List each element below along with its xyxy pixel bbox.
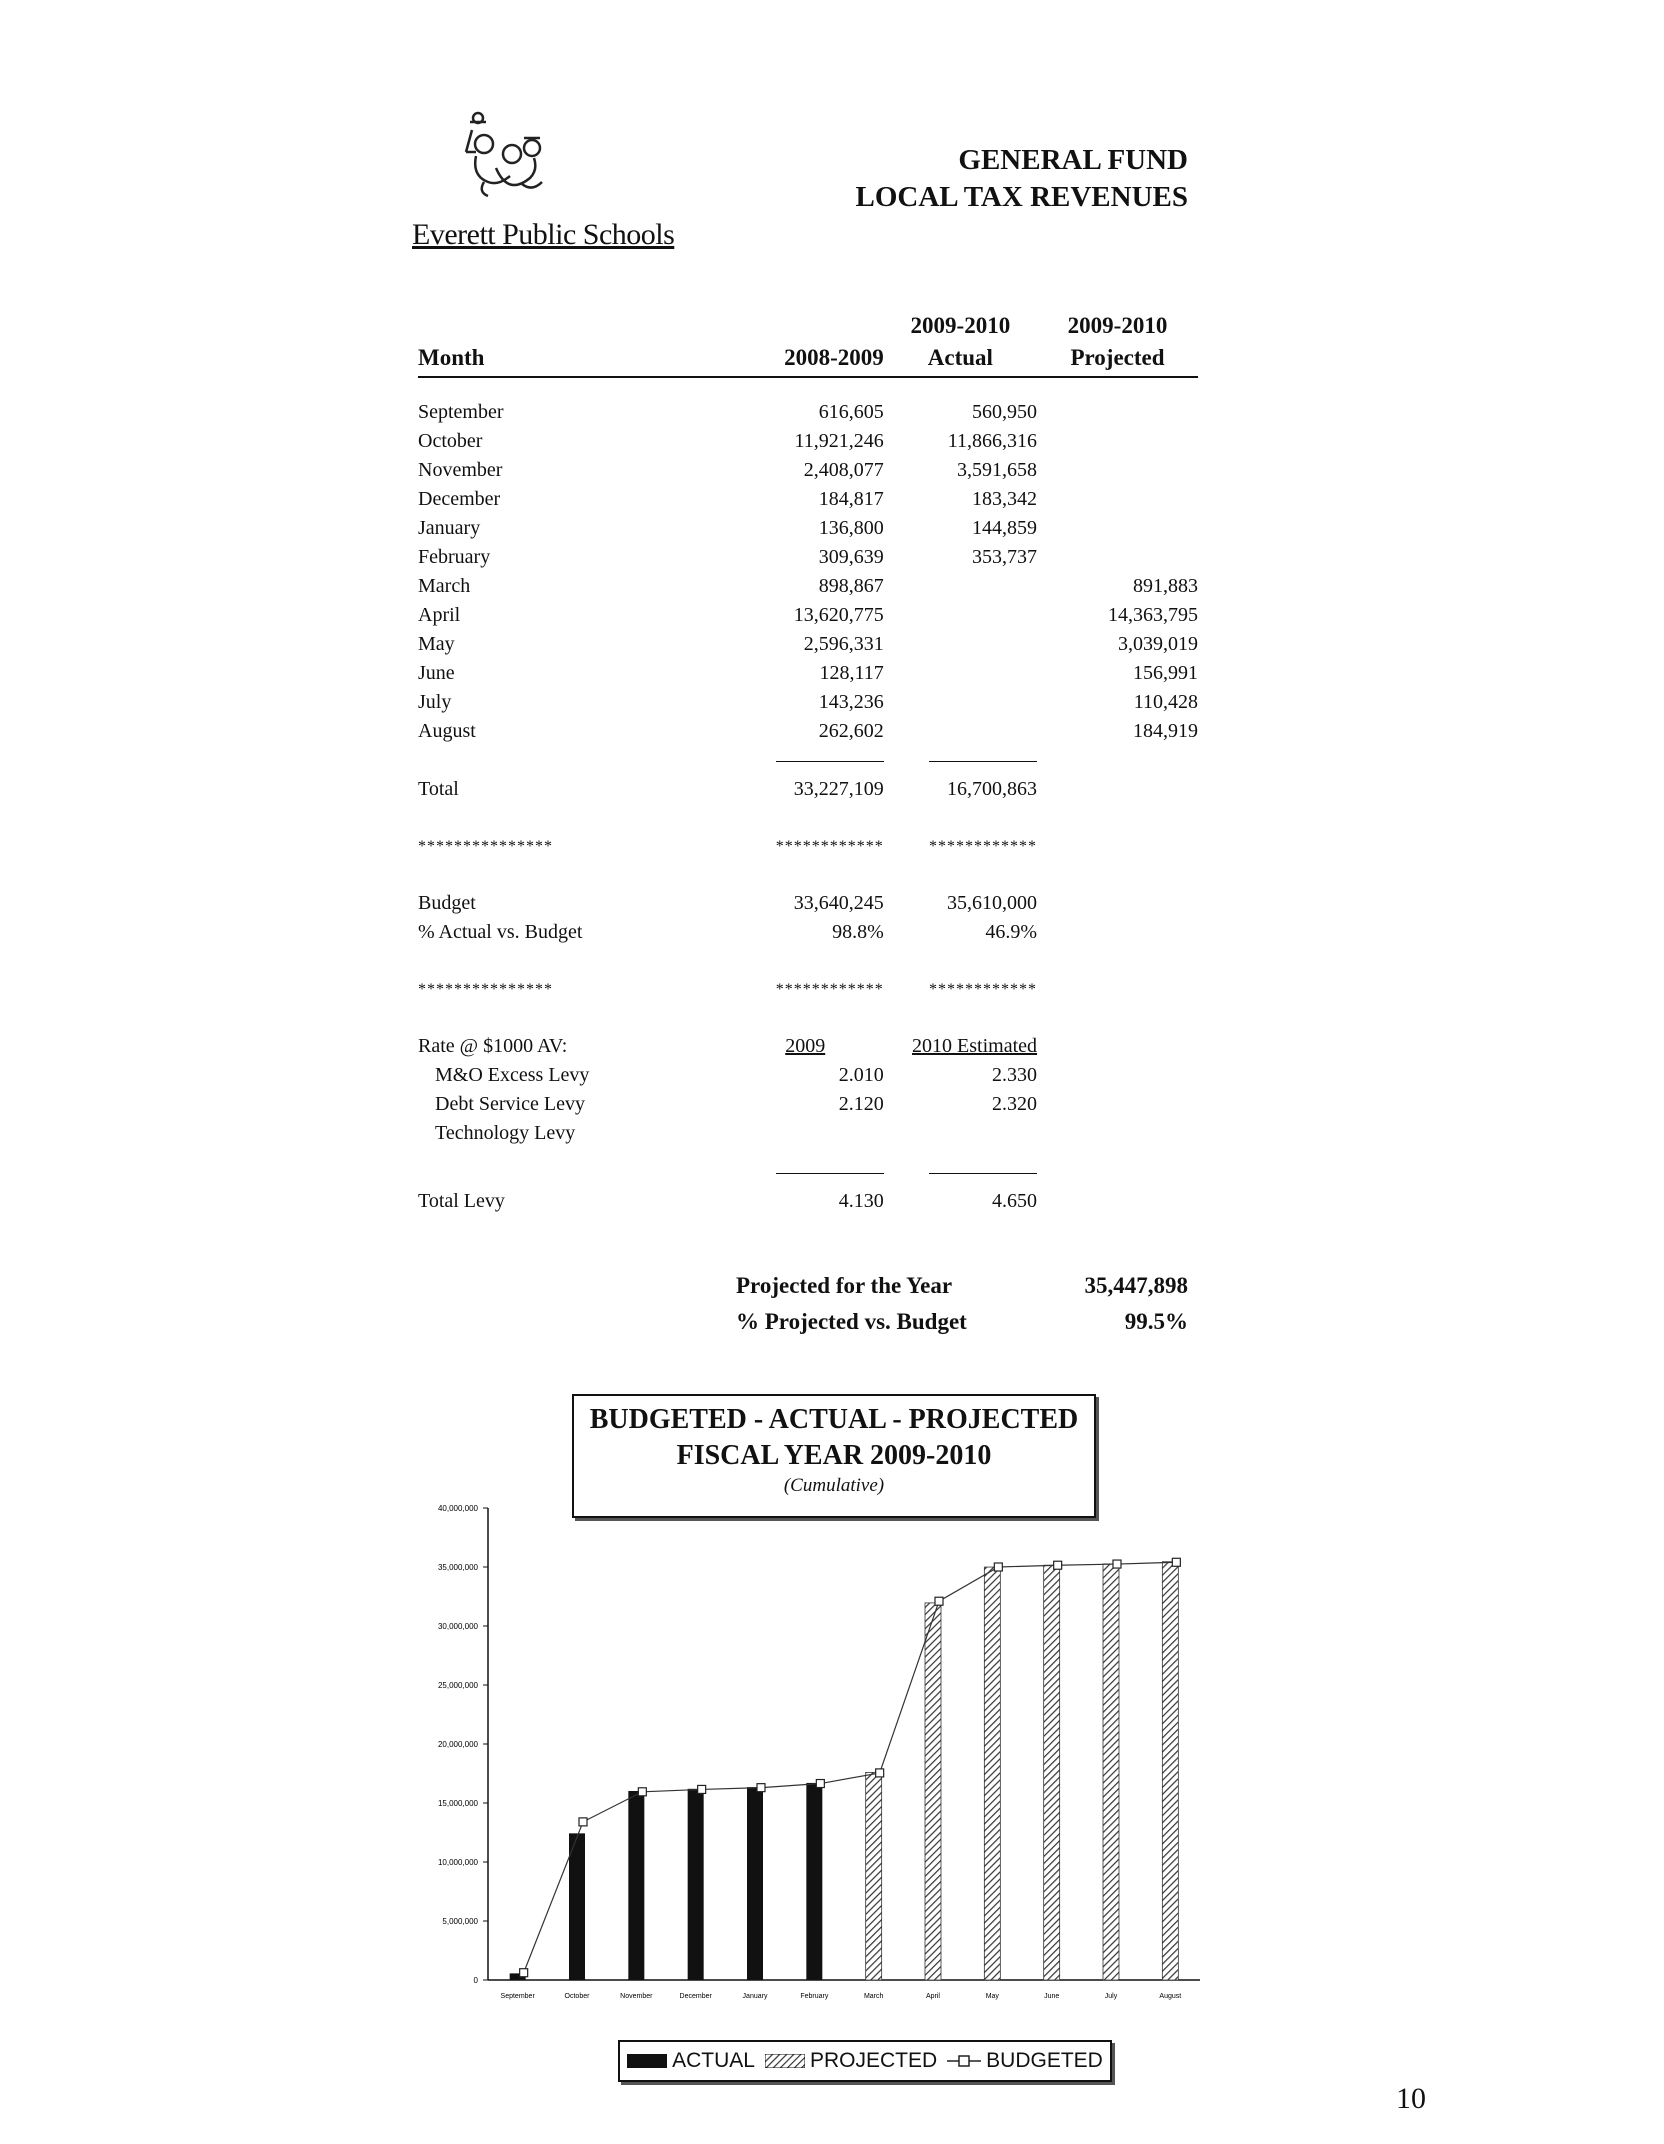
org-name: Everett Public Schools [412, 218, 675, 251]
stars-divider: ************ [929, 981, 1038, 998]
prior-year-value: 136,800 [818, 517, 884, 539]
y-tick-label: 20,000,000 [437, 1740, 478, 1749]
month-label: February [418, 546, 491, 568]
title-line-2: LOCAL TAX REVENUES [855, 181, 1188, 213]
header-row-2 [418, 342, 1198, 377]
stars-divider: ************ [775, 981, 884, 998]
x-tick-label: March [863, 1993, 884, 2000]
x-tick-label: August [1159, 1993, 1182, 2000]
y-tick-label: 25,000,000 [437, 1681, 478, 1690]
legend-actual-swatch [627, 2054, 667, 2068]
chart-title-box [572, 1394, 1096, 1518]
col-month: Month [418, 342, 727, 377]
legend-projected [765, 2049, 937, 2073]
budgeted-point [638, 1788, 646, 1796]
x-tick-label: July [1104, 1993, 1118, 2000]
budgeted-point [935, 1597, 943, 1605]
budgeted-point [1054, 1561, 1062, 1569]
budgeted-point [579, 1818, 587, 1826]
projection-labels [736, 1268, 967, 1340]
chart-title-line-2: FISCAL YEAR 2009-2010 [676, 1440, 992, 1471]
projected-value: 891,883 [1133, 575, 1198, 597]
projected-bar [1103, 1564, 1119, 1980]
month-label: January [418, 517, 481, 539]
budget-prior: 33,640,245 [793, 892, 884, 914]
x-tick-label: November [620, 1993, 653, 2000]
month-label: June [418, 662, 455, 684]
col-prior-year: 2008-2009 [727, 342, 884, 377]
actual-value: 3,591,658 [957, 459, 1038, 481]
projected-year-label: Projected for the Year [736, 1273, 953, 1298]
total-levy-row [418, 1187, 1198, 1216]
y-tick-label: 30,000,000 [437, 1622, 478, 1631]
stars-row [418, 832, 1198, 861]
rate-year-estimated: 2010 Estimated [912, 1035, 1038, 1057]
legend-budgeted [947, 2049, 1103, 2073]
budget-label: Budget [418, 892, 476, 914]
col-actual: Actual [884, 342, 1037, 377]
levy-label: Technology Levy [435, 1122, 576, 1144]
month-row [418, 543, 1198, 572]
prior-year-value: 309,639 [818, 546, 884, 568]
total-prior: 33,227,109 [793, 778, 884, 800]
levy-label: Debt Service Levy [435, 1093, 585, 1115]
month-label: July [418, 691, 452, 713]
actual-bar [747, 1787, 763, 1980]
actual-value [884, 659, 1037, 688]
levy-row [418, 1090, 1198, 1119]
total-levy-label: Total Levy [418, 1190, 505, 1212]
prior-year-value: 184,817 [818, 488, 884, 510]
month-rows [418, 398, 1198, 746]
x-tick-label: January [742, 1993, 768, 2000]
actual-value: 144,859 [972, 517, 1038, 539]
prior-year-value: 898,867 [818, 575, 884, 597]
projected-value: 110,428 [1133, 691, 1198, 713]
y-tick-label: 10,000,000 [437, 1858, 478, 1867]
actual-value [884, 601, 1037, 630]
col-projected-year: 2009-2010 [1067, 313, 1168, 338]
total-row [418, 775, 1198, 804]
x-tick-label: June [1044, 1993, 1060, 2000]
projection-values [1085, 1268, 1189, 1340]
y-tick-label: 5,000,000 [442, 1917, 478, 1926]
month-label: May [418, 633, 455, 655]
stars-row [418, 975, 1198, 1004]
legend-actual [627, 2049, 755, 2073]
month-row [418, 688, 1198, 717]
projected-value: 184,919 [1133, 720, 1198, 742]
projected-value [1037, 485, 1198, 514]
projected-value [1037, 543, 1198, 572]
total-levy-estimated: 4.650 [992, 1190, 1038, 1212]
month-row [418, 630, 1198, 659]
budgeted-line [524, 1562, 1177, 1972]
cumulative-revenue-chart [400, 1460, 1220, 2030]
document-title [855, 142, 1188, 216]
stars-divider: ************ [775, 838, 884, 855]
prior-year-value: 128,117 [819, 662, 884, 684]
rate-year-prior: 2009 [785, 1035, 826, 1057]
rate-label: Rate @ $1000 AV: [418, 1035, 568, 1057]
month-row [418, 485, 1198, 514]
actual-value [884, 717, 1037, 746]
budget-row [418, 889, 1198, 918]
levy-prior [727, 1119, 884, 1148]
x-tick-label: October [564, 1993, 590, 2000]
budgeted-point [816, 1780, 824, 1788]
revenue-table [418, 310, 1198, 1216]
chart-subtitle: (Cumulative) [783, 1475, 885, 1496]
projected-value: 156,991 [1133, 662, 1198, 684]
prior-year-value: 262,602 [818, 720, 884, 742]
levy-prior: 2.010 [838, 1064, 884, 1086]
legend-projected-swatch [765, 2054, 805, 2068]
month-label: October [418, 430, 483, 452]
levy-row [418, 1119, 1198, 1148]
levy-prior: 2.120 [838, 1093, 884, 1115]
stars-divider: *************** [418, 981, 553, 998]
budgeted-point [520, 1969, 528, 1977]
pct-budget-actual: 46.9% [985, 921, 1038, 943]
month-label: March [418, 575, 471, 597]
actual-value [884, 688, 1037, 717]
projected-bar [1162, 1562, 1178, 1980]
projected-value [1037, 456, 1198, 485]
month-row [418, 659, 1198, 688]
projected-value: 14,363,795 [1108, 604, 1198, 626]
projected-value [1037, 398, 1198, 427]
legend-budgeted-swatch [947, 2054, 981, 2068]
actual-value: 353,737 [972, 546, 1038, 568]
x-tick-label: February [800, 1993, 829, 2000]
projected-bar [984, 1567, 1000, 1980]
prior-year-value: 13,620,775 [793, 604, 884, 626]
prior-year-value: 11,921,246 [794, 430, 884, 452]
pct-budget-label: % Actual vs. Budget [418, 921, 583, 943]
projected-value [1037, 427, 1198, 456]
actual-bar [688, 1789, 704, 1980]
pct-budget-prior: 98.8% [832, 921, 884, 943]
levy-label: M&O Excess Levy [435, 1064, 590, 1086]
prior-year-value: 2,596,331 [803, 633, 884, 655]
legend-projected-label: PROJECTED [809, 2049, 938, 2072]
pct-budget-row [418, 918, 1198, 947]
legend-budgeted-label: BUDGETED [986, 2049, 1103, 2072]
x-tick-label: September [500, 1993, 535, 2000]
levy-estimated: 2.320 [992, 1093, 1038, 1115]
x-tick-label: May [985, 1993, 999, 2000]
title-line-1: GENERAL FUND [958, 144, 1188, 176]
month-row [418, 398, 1198, 427]
budgeted-point [1113, 1560, 1121, 1568]
levy-rows [418, 1061, 1198, 1148]
month-label: December [418, 488, 501, 510]
stars-divider: ************ [929, 838, 1038, 855]
y-tick-label: 35,000,000 [437, 1563, 478, 1572]
actual-value [884, 572, 1037, 601]
x-tick-label: April [925, 1993, 941, 2000]
actual-value: 11,866,316 [947, 430, 1038, 452]
col-projected: Projected [1037, 342, 1198, 377]
actual-bar [569, 1833, 585, 1980]
budget-actual: 35,610,000 [947, 892, 1038, 914]
actual-bar [806, 1783, 822, 1980]
y-tick-label: 15,000,000 [437, 1799, 478, 1808]
actual-bar [628, 1791, 644, 1980]
y-tick-label: 40,000,000 [437, 1504, 478, 1513]
y-tick-label: 0 [473, 1976, 478, 1985]
projected-bar [866, 1772, 882, 1980]
budgeted-point [1172, 1558, 1180, 1566]
month-label: April [418, 604, 461, 626]
month-row [418, 456, 1198, 485]
budgeted-point [757, 1784, 765, 1792]
total-levy-prior: 4.130 [838, 1190, 884, 1212]
col-actual-year: 2009-2010 [910, 313, 1011, 338]
projected-year-value: 35,447,898 [1084, 1273, 1188, 1298]
month-row [418, 717, 1198, 746]
month-label: August [418, 720, 476, 742]
month-label: November [418, 459, 503, 481]
actual-value [884, 630, 1037, 659]
rate-header-row [418, 1032, 1198, 1061]
month-row [418, 514, 1198, 543]
page-number: 10 [1396, 2082, 1426, 2115]
prior-year-value: 143,236 [818, 691, 884, 713]
stars-divider: *************** [418, 838, 553, 855]
month-row [418, 572, 1198, 601]
chart-title-line-1: BUDGETED - ACTUAL - PROJECTED [589, 1404, 1079, 1435]
projected-pct-label: % Projected vs. Budget [736, 1309, 967, 1334]
legend-actual-label: ACTUAL [672, 2049, 755, 2072]
budgeted-point [994, 1563, 1002, 1571]
levy-estimated: 2.330 [992, 1064, 1038, 1086]
header-row-1 [418, 310, 1198, 342]
prior-year-value: 2,408,077 [803, 459, 884, 481]
budgeted-point [876, 1769, 884, 1777]
projected-bar [1044, 1565, 1060, 1980]
month-row [418, 427, 1198, 456]
projected-bar [925, 1603, 941, 1980]
month-label: September [418, 401, 504, 423]
actual-value: 560,950 [972, 401, 1038, 423]
actual-value: 183,342 [972, 488, 1038, 510]
projected-value [1037, 514, 1198, 543]
projected-pct-value: 99.5% [1124, 1309, 1188, 1334]
total-actual: 16,700,863 [947, 778, 1038, 800]
budgeted-point [698, 1785, 706, 1793]
month-row [418, 601, 1198, 630]
levy-estimated [884, 1119, 1037, 1148]
total-label: Total [418, 778, 459, 800]
prior-year-value: 616,605 [818, 401, 884, 423]
levy-row [418, 1061, 1198, 1090]
x-tick-label: December [679, 1993, 712, 2000]
projected-value: 3,039,019 [1118, 633, 1198, 655]
chart-legend [618, 2040, 1112, 2082]
